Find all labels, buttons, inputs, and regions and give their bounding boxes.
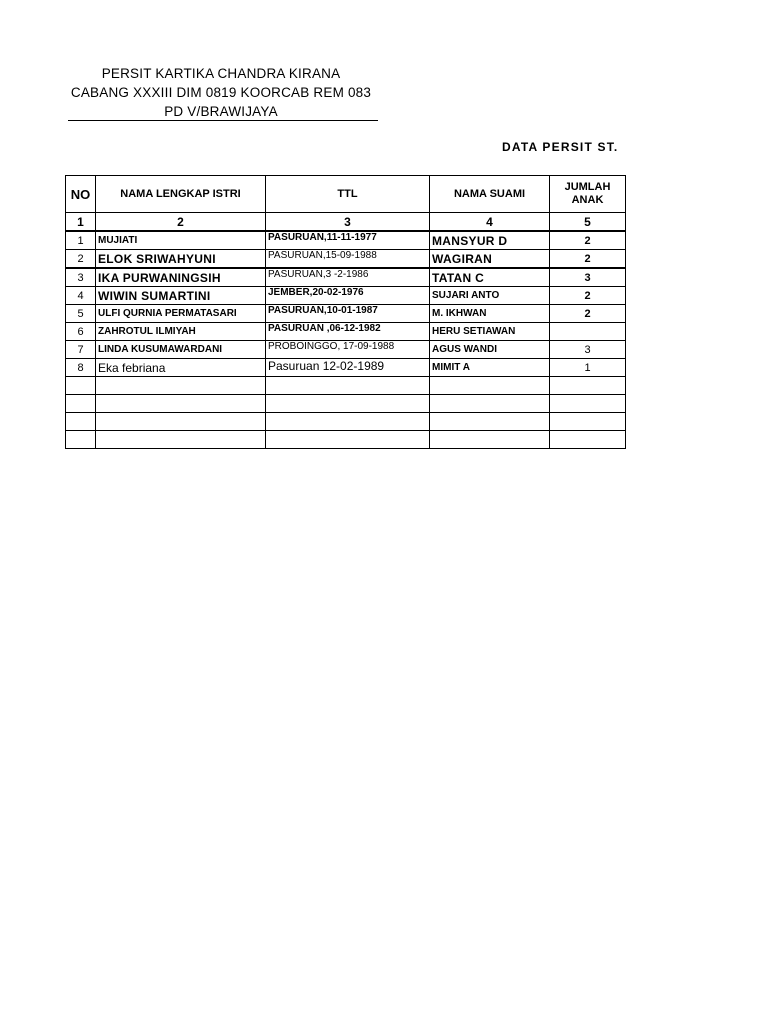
row-no: 3 — [66, 268, 96, 287]
empty-cell — [266, 395, 430, 413]
column-number-row — [66, 213, 626, 232]
document-title: DATA PERSIT ST. — [502, 140, 619, 154]
empty-cell — [266, 377, 430, 395]
row-no: 2 — [66, 250, 96, 269]
row-ttl: PASURUAN,3 -2-1986 — [266, 268, 430, 287]
header-no: NO — [66, 176, 96, 213]
empty-cell — [550, 395, 626, 413]
row-nama-istri: Eka febriana — [96, 359, 266, 377]
row-jumlah-anak: 3 — [550, 341, 626, 359]
row-no: 5 — [66, 305, 96, 323]
table-row — [66, 250, 626, 269]
empty-cell — [430, 413, 550, 431]
empty-cell — [550, 431, 626, 449]
row-nama-istri: IKA PURWANINGSIH — [96, 268, 266, 287]
empty-row — [66, 377, 626, 395]
row-ttl: PASURUAN,10-01-1987 — [266, 305, 430, 323]
empty-cell — [266, 413, 430, 431]
empty-cell — [550, 377, 626, 395]
column-number: 5 — [550, 213, 626, 232]
column-number: 4 — [430, 213, 550, 232]
row-jumlah-anak: 2 — [550, 231, 626, 250]
empty-cell — [430, 377, 550, 395]
empty-row — [66, 431, 626, 449]
row-nama-suami: SUJARI ANTO — [430, 287, 550, 305]
column-number: 2 — [96, 213, 266, 232]
empty-cell — [96, 395, 266, 413]
empty-cell — [550, 413, 626, 431]
empty-cell — [96, 413, 266, 431]
empty-cell — [430, 431, 550, 449]
table-row — [66, 231, 626, 250]
header-nama-istri: NAMA LENGKAP ISTRI — [96, 176, 266, 213]
table-row — [66, 359, 626, 377]
row-jumlah-anak: 2 — [550, 305, 626, 323]
table-row — [66, 268, 626, 287]
row-nama-suami: HERU SETIAWAN — [430, 323, 550, 341]
empty-cell — [66, 377, 96, 395]
table-row — [66, 341, 626, 359]
column-number: 1 — [66, 213, 96, 232]
row-ttl: PASURUAN,15-09-1988 — [266, 250, 430, 269]
row-nama-istri: ELOK SRIWAHYUNI — [96, 250, 266, 269]
table-row — [66, 287, 626, 305]
row-jumlah-anak: 2 — [550, 250, 626, 269]
table-row — [66, 305, 626, 323]
letterhead-line-1: PERSIT KARTIKA CHANDRA KIRANA — [101, 66, 341, 81]
empty-row — [66, 395, 626, 413]
empty-cell — [266, 431, 430, 449]
row-ttl: JEMBER,20-02-1976 — [266, 287, 430, 305]
row-nama-istri: ULFI QURNIA PERMATASARI — [96, 305, 266, 323]
empty-cell — [66, 413, 96, 431]
row-nama-suami: TATAN C — [430, 268, 550, 287]
row-jumlah-anak — [550, 323, 626, 341]
header-ttl: TTL — [266, 176, 430, 213]
table-header-row — [66, 176, 626, 213]
letterhead-line-2: CABANG XXXIII DIM 0819 KOORCAB REM 083 — [70, 85, 372, 100]
row-nama-suami: M. IKHWAN — [430, 305, 550, 323]
row-nama-suami: MANSYUR D — [430, 231, 550, 250]
table-row — [66, 323, 626, 341]
column-number: 3 — [266, 213, 430, 232]
row-nama-istri: MUJIATI — [96, 231, 266, 250]
empty-cell — [96, 377, 266, 395]
header-nama-suami: NAMA SUAMI — [430, 176, 550, 213]
header-jumlah-anak-label: JUMLAH ANAK — [564, 181, 611, 206]
empty-row — [66, 413, 626, 431]
row-jumlah-anak: 1 — [550, 359, 626, 377]
row-nama-istri: WIWIN SUMARTINI — [96, 287, 266, 305]
empty-cell — [66, 431, 96, 449]
member-table — [65, 175, 626, 449]
row-no: 8 — [66, 359, 96, 377]
row-no: 7 — [66, 341, 96, 359]
empty-cell — [96, 431, 266, 449]
row-nama-suami: AGUS WANDI — [430, 341, 550, 359]
row-no: 6 — [66, 323, 96, 341]
row-ttl: PASURUAN ,06-12-1982 — [266, 323, 430, 341]
row-ttl: PROBOINGGO, 17-09-1988 — [266, 341, 430, 359]
letterhead — [62, 64, 380, 121]
row-nama-suami: MIMIT A — [430, 359, 550, 377]
row-nama-suami: WAGIRAN — [430, 250, 550, 269]
header-jumlah-anak — [550, 176, 626, 213]
row-nama-istri: ZAHROTUL ILMIYAH — [96, 323, 266, 341]
row-jumlah-anak: 3 — [550, 268, 626, 287]
empty-cell — [66, 395, 96, 413]
letterhead-line-3: PD V/BRAWIJAYA — [164, 104, 278, 119]
row-no: 1 — [66, 231, 96, 250]
letterhead-underline — [68, 120, 378, 121]
empty-cell — [430, 395, 550, 413]
row-jumlah-anak: 2 — [550, 287, 626, 305]
row-ttl: Pasuruan 12-02-1989 — [266, 359, 430, 377]
row-ttl: PASURUAN,11-11-1977 — [266, 231, 430, 250]
row-no: 4 — [66, 287, 96, 305]
row-nama-istri: LINDA KUSUMAWARDANI — [96, 341, 266, 359]
